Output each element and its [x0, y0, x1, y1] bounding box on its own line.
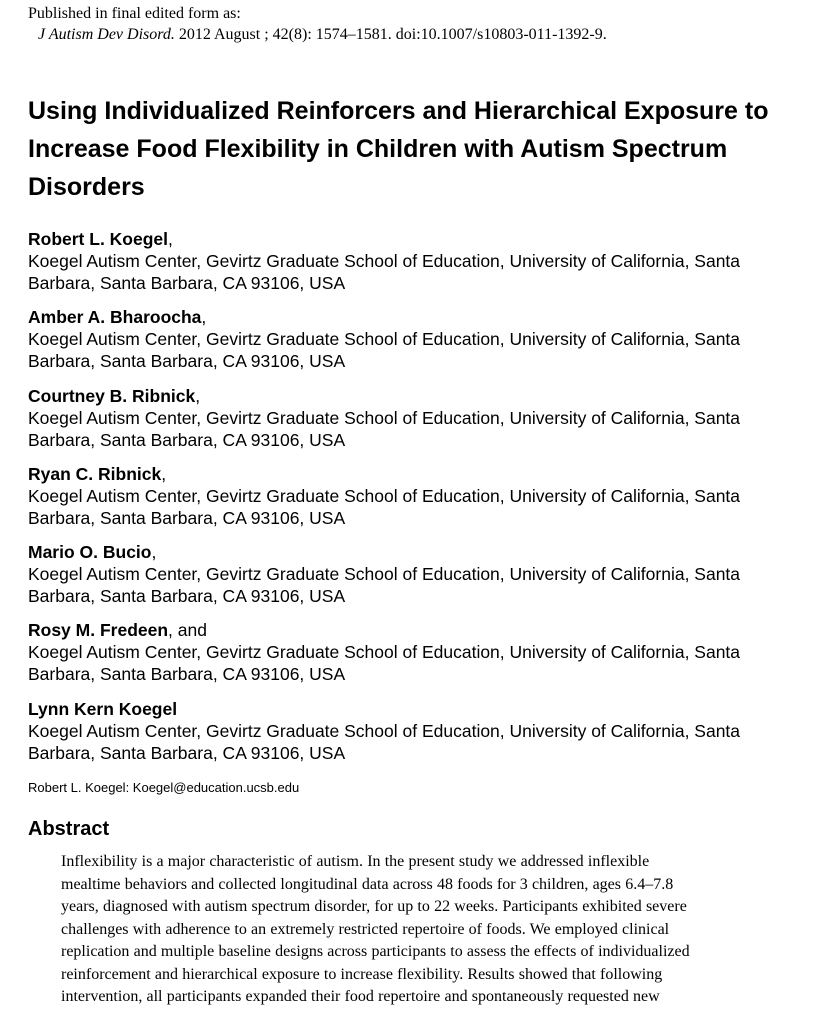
abstract-line: reinforcement and hierarchical exposure to increase flexibility. Results showed that following	[61, 965, 663, 983]
author-entry	[28, 619, 818, 685]
author-affiliation: Barbara, Santa Barbara, CA 93106, USA	[28, 742, 346, 763]
author-affiliation: Barbara, Santa Barbara, CA 93106, USA	[28, 351, 346, 372]
abstract-line: Inflexibility is a major characteristic of autism. In the present study we addressed inflexible	[61, 853, 650, 870]
author-affiliation: Barbara, Santa Barbara, CA 93106, USA	[28, 507, 346, 528]
author-affiliation: Barbara, Santa Barbara, CA 93106, USA	[28, 429, 346, 450]
author-affiliation: Koegel Autism Center, Gevirtz Graduate School of Education, University of California, Santa	[28, 642, 741, 663]
author-name: Courtney B. Ribnick	[28, 385, 196, 406]
author-name: Rosy M. Fredeen	[28, 620, 169, 641]
author-name: Mario O. Bucio	[28, 542, 152, 563]
author-suffix: ,	[201, 307, 207, 328]
author-affiliation: Koegel Autism Center, Gevirtz Graduate School of Education, University of California, Santa	[28, 407, 741, 428]
abstract-line: mealtime behaviors and collected longitudinal data across 48 foods for 3 children, ages 6.4–7.8	[61, 875, 674, 893]
author-list	[28, 228, 818, 776]
author-affiliation: Barbara, Santa Barbara, CA 93106, USA	[28, 664, 346, 685]
author-entry	[28, 463, 818, 529]
author-entry	[28, 306, 818, 372]
abstract-line: challenges with adherence to an extremely restricted repertoire of foods. We employed clinical	[61, 920, 670, 938]
abstract-heading: Abstract	[28, 818, 110, 840]
author-entry	[28, 228, 818, 294]
author-suffix: ,	[195, 385, 201, 406]
author-name: Robert L. Koegel	[28, 229, 169, 249]
citation	[28, 24, 607, 45]
abstract-text	[61, 851, 803, 1009]
author-name: Ryan C. Ribnick	[28, 463, 162, 484]
author-affiliation: Koegel Autism Center, Gevirtz Graduate School of Education, University of California, Santa	[28, 329, 741, 350]
abstract-line: years, diagnosed with autism spectrum disorder, for up to 22 weeks. Participants exhibited severe	[61, 898, 687, 915]
author-suffix: , and	[168, 620, 207, 641]
journal-name: J Autism Dev Disord.	[38, 26, 175, 43]
abstract-line: intervention, all participants expanded their food repertoire and spontaneously requested new	[61, 988, 660, 1005]
author-affiliation: Koegel Autism Center, Gevirtz Graduate School of Education, University of California, Santa	[28, 720, 741, 741]
author-affiliation: Barbara, Santa Barbara, CA 93106, USA	[28, 586, 346, 607]
author-entry	[28, 698, 818, 764]
author-affiliation: Koegel Autism Center, Gevirtz Graduate School of Education, University of California, Santa	[28, 485, 741, 506]
citation-details: 2012 August ; 42(8): 1574–1581. doi:10.1007/s10803-011-1392-9.	[174, 26, 607, 43]
author-entry	[28, 385, 818, 451]
publication-prefix: Published in final edited form as:	[28, 5, 241, 22]
author-name: Amber A. Bharoocha	[28, 307, 202, 328]
paper-title	[28, 92, 818, 206]
publication-info	[28, 3, 607, 45]
author-affiliation: Koegel Autism Center, Gevirtz Graduate School of Education, University of California, Santa	[28, 251, 741, 271]
title-line: Using Individualized Reinforcers and Hierarchical Exposure to	[28, 97, 769, 125]
author-suffix: ,	[161, 463, 167, 484]
author-entry	[28, 541, 818, 607]
abstract-line: replication and multiple baseline designs across participants to assess the effects of individualized	[61, 943, 690, 960]
author-suffix: ,	[151, 542, 157, 563]
title-line: Increase Food Flexibility in Children with Autism Spectrum	[28, 135, 728, 163]
corresponding-email: Robert L. Koegel: Koegel@education.ucsb.edu	[28, 780, 300, 795]
title-line: Disorders	[28, 173, 145, 201]
author-affiliation: Barbara, Santa Barbara, CA 93106, USA	[28, 273, 346, 293]
author-suffix: ,	[168, 229, 173, 249]
author-affiliation: Koegel Autism Center, Gevirtz Graduate School of Education, University of California, Santa	[28, 564, 741, 585]
author-name: Lynn Kern Koegel	[28, 698, 178, 719]
